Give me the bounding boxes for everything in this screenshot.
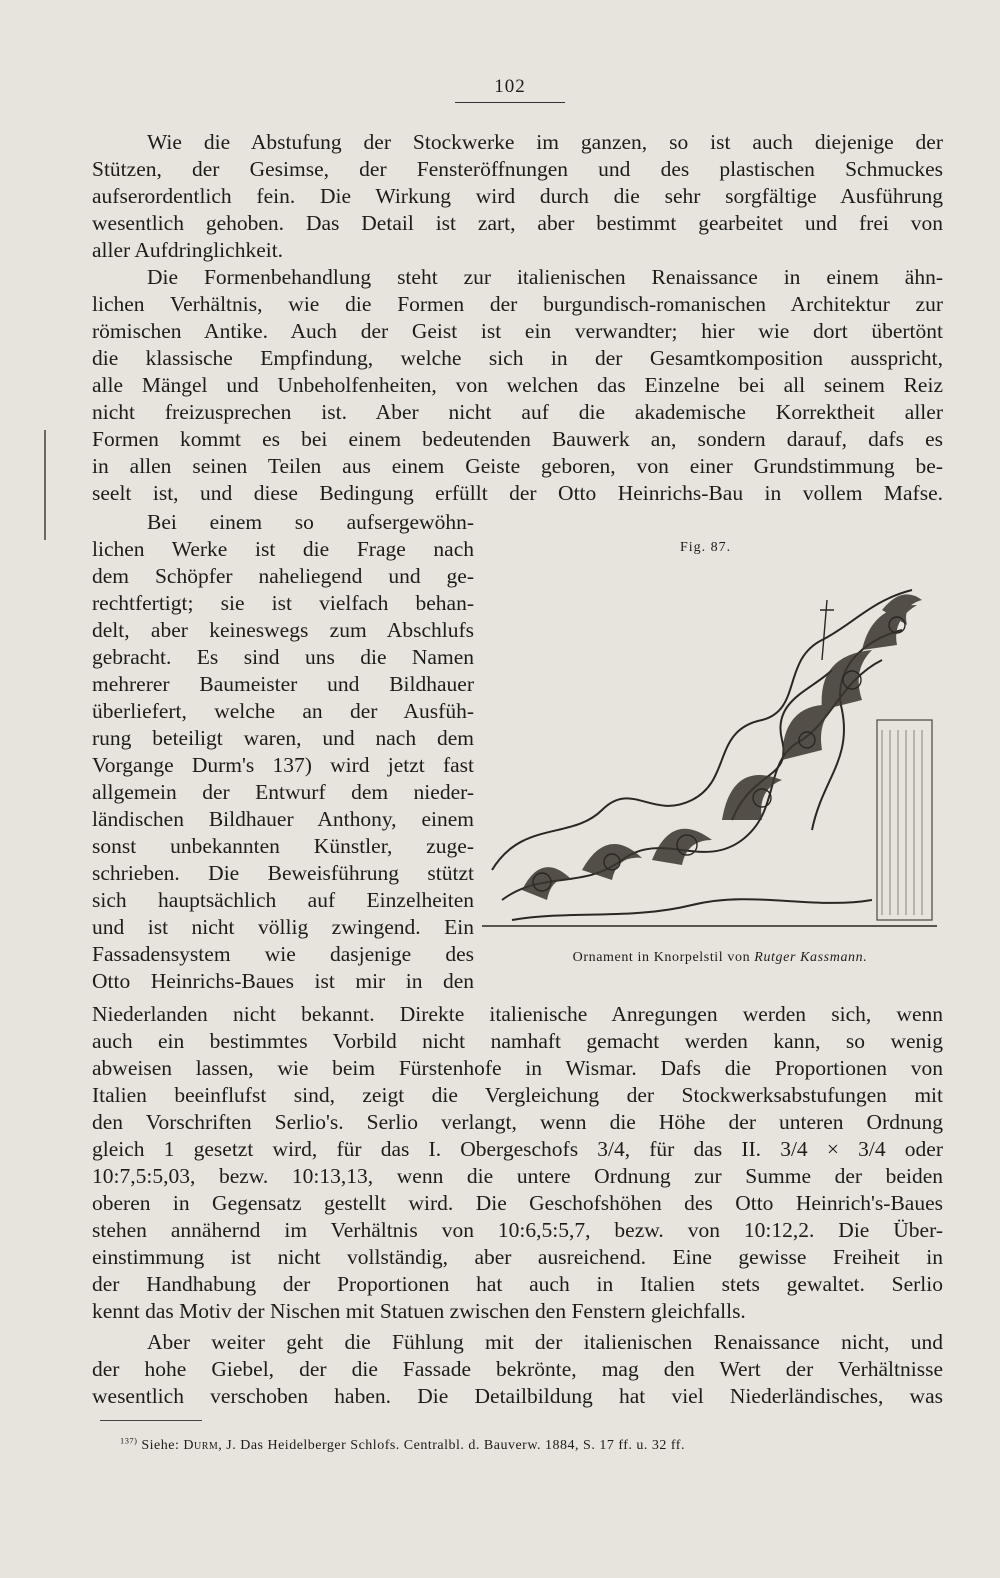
text-line: alle Mängel und Unbeholfenheiten, von welchen das Einzelne bei all seinem Reiz [92, 373, 943, 397]
body-text-left-column [92, 509, 474, 995]
text-line: auch ein bestimmtes Vorbild nicht namhaft gemacht werden kann, so wenig [92, 1029, 943, 1053]
text-line: stehen annähernd im Verhältnis von 10:6,5:5,7, bezw. von 10:12,2. Die Über- [92, 1218, 943, 1242]
text-line: gleich 1 gesetzt wird, für das I. Obergeschofs 3/4, für das II. 3/4 × 3/4 oder [92, 1137, 943, 1161]
text-line: in allen seinen Teilen aus einem Geiste geboren, von einer Grundstimmung be- [92, 454, 943, 478]
text-line: rechtfertigt; sie ist vielfach behan- [92, 591, 474, 615]
text-line: seelt ist, und diese Bedingung erfüllt der Otto Heinrichs-Bau in vollem Mafse. [92, 481, 943, 505]
text-line: Otto Heinrichs-Baues ist mir in den [92, 969, 474, 993]
text-line: dem Schöpfer naheliegend und ge- [92, 564, 474, 588]
footnote [120, 1438, 880, 1454]
footnote-author: Durm [183, 1438, 219, 1453]
text-line: Italien beeinflufst sind, zeigt die Vergleichung der Stockwerksabstufungen mit [92, 1083, 943, 1107]
text-line: schrieben. Die Beweisführung stützt [92, 861, 474, 885]
footnote-number: 137) [120, 1436, 138, 1446]
margin-mark [44, 430, 46, 540]
footnote-lead: Siehe: [137, 1438, 184, 1453]
text-line: ländischen Bildhauer Anthony, einem [92, 807, 474, 831]
footnote-reference: , J. Das Heidelberger Schlofs. Centralbl. d. Bauverw. 1884, S. 17 ff. u. 32 ff. [218, 1438, 685, 1453]
text-line: rung beteiligt waren, und nach dem [92, 726, 474, 750]
text-line: Wie die Abstufung der Stockwerke im ganzen, so ist auch diejenige der [147, 130, 943, 154]
text-line: und ist nicht völlig zwingend. Ein [92, 915, 474, 939]
text-line: Niederlanden nicht bekannt. Direkte italienische Anregungen werden sich, wenn [92, 1002, 943, 1026]
body-text-bottom [92, 1001, 943, 1410]
text-line: mehrerer Baumeister und Bildhauer [92, 672, 474, 696]
text-line: abweisen lassen, wie beim Fürstenhofe in Wismar. Dafs die Proportionen von [92, 1056, 943, 1080]
figure-caption [500, 950, 940, 966]
text-line: wesentlich gehoben. Das Detail ist zart, aber bestimmt gearbeitet und frei von [92, 211, 943, 235]
text-line: 10:7,5:5,03, bezw. 10:13,13, wenn die untere Ordnung zur Summe der beiden [92, 1164, 943, 1188]
text-line: allgemein der Entwurf dem nieder- [92, 780, 474, 804]
text-line: gebracht. Es sind uns die Namen [92, 645, 474, 669]
figure-label: Fig. 87. [680, 540, 732, 555]
text-line: Formen kommt es bei einem bedeutenden Bauwerk an, sondern darauf, dafs es [92, 427, 943, 451]
caption-author: Rutger Kassmann. [754, 950, 868, 965]
text-line: kennt das Motiv der Nischen mit Statuen zwischen den Fenstern gleichfalls. [92, 1299, 746, 1323]
text-line: römischen Antike. Auch der Geist ist ein verwandter; hier wie dort übertönt [92, 319, 943, 343]
text-line: der hohe Giebel, der die Fassade bekrönte, mag den Wert der Verhältnisse [92, 1357, 943, 1381]
text-line: Bei einem so aufsergewöhn- [147, 510, 474, 534]
text-line: Die Formenbehandlung steht zur italienischen Renaissance in einem ähn- [147, 265, 943, 289]
text-line: nicht freizusprechen ist. Aber nicht auf die akademische Korrektheit aller [92, 400, 943, 424]
text-line: den Vorschriften Serlio's. Serlio verlangt, wenn die Höhe der unteren Ordnung [92, 1110, 943, 1134]
text-line: oberen in Gegensatz gestellt wird. Die Geschofshöhen des Otto Heinrich's-Baues [92, 1191, 943, 1215]
text-line: wesentlich verschoben haben. Die Detailbildung hat viel Niederländisches, was [92, 1384, 943, 1408]
text-line: der Handhabung der Proportionen hat auch in Italien stets gewaltet. Serlio [92, 1272, 943, 1296]
text-line: sonst unbekannten Künstler, zuge- [92, 834, 474, 858]
text-line: überliefert, welche an der Ausfüh- [92, 699, 474, 723]
text-line: aller Aufdringlichkeit. [92, 238, 284, 262]
text-line: Stützen, der Gesimse, der Fensteröffnungen und des plastischen Schmuckes [92, 157, 943, 181]
text-line: Vorgange Durm's 137) wird jetzt fast [92, 753, 474, 777]
text-line: delt, aber keineswegs zum Abschlufs [92, 618, 474, 642]
cartilage-ornament-illustration [482, 570, 937, 932]
footnote-rule [100, 1420, 202, 1421]
text-line: aufserordentlich fein. Die Wirkung wird durch die sehr sorgfältige Ausführung [92, 184, 943, 208]
text-line: einstimmung ist nicht vollständig, aber ausreichend. Eine gewisse Freiheit in [92, 1245, 943, 1269]
text-line: die klassische Empfindung, welche sich in der Gesamtkomposition ausspricht, [92, 346, 943, 370]
text-line: Aber weiter geht die Fühlung mit der italienischen Renaissance nicht, und [147, 1330, 943, 1354]
text-line: lichen Werke ist die Frage nach [92, 537, 474, 561]
text-line: Fassadensystem wie dasjenige des [92, 942, 474, 966]
body-text-top [92, 129, 943, 507]
text-line: sich hauptsächlich auf Einzelheiten [92, 888, 474, 912]
caption-text: Ornament in Knorpelstil von [572, 950, 755, 965]
page-number: 102 [455, 76, 565, 103]
ornament-figure [482, 570, 937, 932]
text-line: lichen Verhältnis, wie die Formen der burgundisch-romanischen Architektur zur [92, 292, 943, 316]
